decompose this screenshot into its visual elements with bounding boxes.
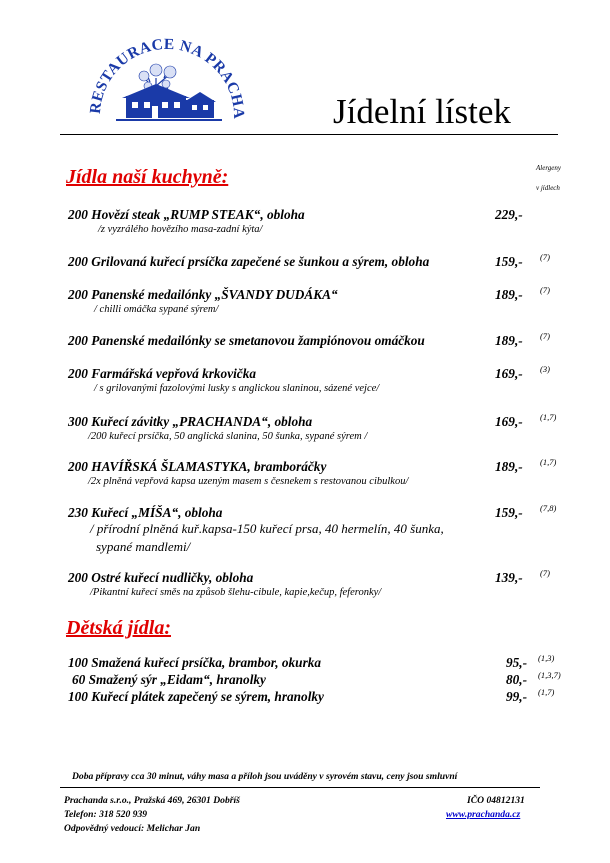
website-link[interactable]: www.prachanda.cz [446, 809, 521, 820]
item-desc: sypané mandlemi/ [96, 539, 191, 554]
section-heading-kids: Dětská jídla: [66, 617, 171, 639]
page-title: Jídelní lístek [333, 92, 511, 131]
item-price: 169,- [495, 366, 523, 381]
section-heading-main: Jídla naší kuchyně: [66, 166, 229, 188]
item-price: 80,- [506, 672, 528, 687]
item-desc: /Pikantní kuřecí směs na způsob šlehu-cibule, kapie,kečup, feferonky/ [90, 587, 382, 598]
restaurant-logo [86, 28, 246, 138]
item-allergens: (3) [540, 364, 550, 374]
item-price: 229,- [495, 207, 523, 222]
item-desc: /z vyzrálého hovězího masa-zadní kýta/ [98, 224, 263, 235]
item-name: 230 Kuřecí „MÍŠA“, obloha [68, 505, 223, 520]
company-phone: Telefon: 318 520 939 [64, 809, 148, 820]
item-name: 200 Ostré kuřecí nudličky, obloha [68, 570, 254, 585]
allergen-note-line1: Alergeny [536, 164, 562, 172]
item-name: 300 Kuřecí závitky „PRACHANDA“, obloha [68, 414, 313, 429]
item-allergens: (7) [540, 252, 550, 262]
item-price: 189,- [495, 333, 523, 348]
item-allergens: (7) [540, 331, 550, 341]
item-price: 169,- [495, 414, 523, 429]
preparation-note: Doba přípravy cca 30 minut, váhy masa a příloh jsou uváděny v syrovém stavu, ceny jsou smluvní [72, 771, 458, 782]
item-price: 189,- [495, 459, 523, 474]
item-name: 100 Smažená kuřecí prsíčka, brambor, okurka [68, 655, 322, 670]
item-allergens: (1,7) [540, 412, 557, 422]
item-desc: /2x plněná vepřová kapsa uzeným masem s česnekem s restovanou cibulkou/ [88, 476, 409, 487]
item-price: 139,- [495, 570, 523, 585]
item-name: 200 HAVÍŘSKÁ ŠLAMASTYKA, bramboráčky [68, 459, 327, 474]
item-desc: /200 kuřecí prsíčka, 50 anglická slanina, 50 šunka, sypané sýrem / [88, 431, 368, 442]
item-name: 200 Panenské medailónky „ŠVANDY DUDÁKA“ [68, 287, 338, 302]
footer-divider [60, 787, 540, 788]
item-desc: / přírodní plněná kuř.kapsa-150 kuřecí prsa, 40 hermelín, 40 šunka, [90, 521, 444, 536]
item-desc: / chilli omáčka sypané sýrem/ [94, 304, 219, 315]
company-ico: IČO 04812131 [467, 795, 525, 806]
item-name: 200 Hovězí steak „RUMP STEAK“, obloha [68, 207, 305, 222]
item-price: 159,- [495, 254, 523, 269]
item-allergens: (7) [540, 285, 550, 295]
title-divider [60, 134, 558, 135]
item-allergens: (7,8) [540, 503, 557, 513]
allergen-note-line2: v jídlech [536, 184, 560, 192]
item-allergens: (1,3) [538, 653, 555, 663]
manager-line: Odpovědný vedoucí: Melichar Jan [64, 823, 201, 834]
item-allergens: (1,3,7) [538, 670, 561, 680]
item-allergens: (1,7) [540, 457, 557, 467]
item-allergens: (1,7) [538, 687, 555, 697]
item-name: 200 Panenské medailónky se smetanovou žampiónovou omáčkou [68, 333, 425, 348]
item-price: 99,- [506, 689, 528, 704]
item-name: 100 Kuřecí plátek zapečený se sýrem, hranolky [68, 689, 324, 704]
item-name: 200 Grilovaná kuřecí prsíčka zapečené se šunkou a sýrem, obloha [68, 254, 430, 269]
item-desc: / s grilovanými fazolovými lusky s anglickou slaninou, sázené vejce/ [94, 383, 380, 394]
item-allergens: (7) [540, 568, 550, 578]
item-price: 95,- [506, 655, 528, 670]
svg-text:RESTAURACE NA PRACHANDĚ: RESTAURACE NA PRACHA [86, 35, 246, 120]
company-address: Prachanda s.r.o., Pražská 469, 26301 Dobříš [64, 795, 240, 806]
item-price: 189,- [495, 287, 523, 302]
item-name: 60 Smažený sýr „Eidam“, hranolky [72, 672, 266, 687]
item-price: 159,- [495, 505, 523, 520]
item-name: 200 Farmářská vepřová krkovička [68, 366, 256, 381]
